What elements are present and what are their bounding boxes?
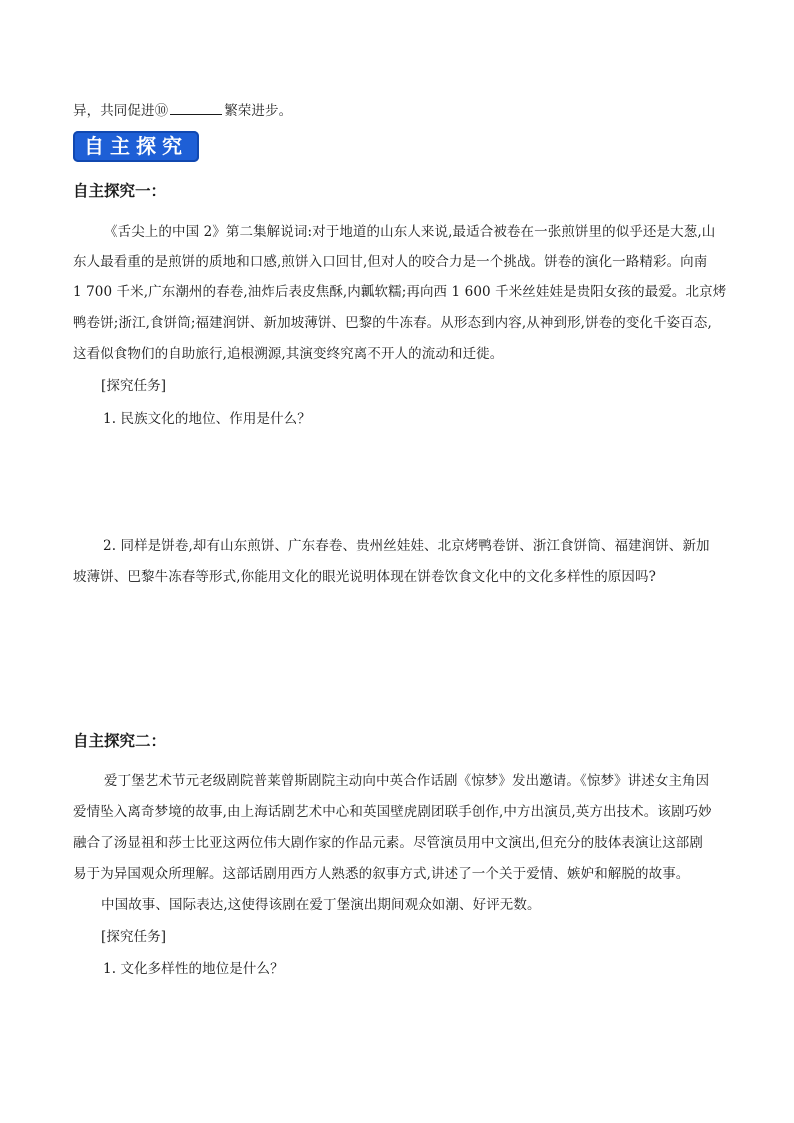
section2-task-label: [探究任务] — [101, 929, 167, 945]
carryover-line — [73, 101, 292, 121]
fill-in-blank — [170, 102, 222, 115]
section1-task-label: [探究任务] — [101, 378, 167, 394]
section1-heading: 自主探究一： — [73, 182, 167, 200]
section-badge: 自主探究 — [73, 131, 199, 162]
section2-paragraph-line: 中国故事、国际表达,这使得该剧在爱丁堡演出期间观众如潮、好评无数。 — [101, 897, 541, 913]
section1-paragraph-line: 这看似食物们的自助旅行,追根溯源,其演变终究离不开人的流动和迁徙。 — [73, 346, 504, 362]
section1-paragraph-line: 《舌尖上的中国 2》第二集解说词:对于地道的山东人来说,最适合被卷在一张煎饼里的似乎还是大葱,山 — [104, 224, 716, 240]
carryover-suffix: 繁荣进步。 — [224, 103, 293, 119]
section2-paragraph-line: 爱丁堡艺术节元老级剧院普莱曾斯剧院主动向中英合作话剧《惊梦》发出邀请。《惊梦》讲述女主角因 — [104, 773, 710, 789]
section1-question-1: 1. 民族文化的地位、作用是什么？ — [103, 411, 311, 427]
section1-question-2-line: 坡薄饼、巴黎牛冻春等形式,你能用文化的眼光说明体现在饼卷饮食文化中的文化多样性的原因吗? — [73, 569, 656, 585]
section1-paragraph-line: 鸭卷饼;浙江,食饼筒;福建润饼、新加坡薄饼、巴黎的牛冻春。从形态到内容,从神到形,饼卷的变化千姿百态, — [73, 315, 712, 331]
section2-paragraph-line: 融合了汤显祖和莎士比亚这两位伟大剧作家的作品元素。尽管演员用中文演出,但充分的肢体表演让这部剧 — [73, 835, 703, 851]
section2-heading: 自主探究二： — [73, 732, 167, 750]
section2-paragraph-line: 易于为异国观众所理解。这部话剧用西方人熟悉的叙事方式,讲述了一个关于爱情、嫉妒和解脱的故事。 — [73, 866, 690, 882]
section1-paragraph-line: 东人最看重的是煎饼的质地和口感,煎饼入口回甘,但对人的咬合力是一个挑战。饼卷的演化一路精彩。向南 — [73, 254, 708, 270]
section1-question-2-line: 2. 同样是饼卷,却有山东煎饼、广东春卷、贵州丝娃娃、北京烤鸭卷饼、浙江食饼筒、福建润饼、新加 — [103, 538, 710, 554]
section2-question-1: 1. 文化多样性的地位是什么？ — [103, 961, 284, 977]
section1-paragraph-line: 1 700 千米,广东潮州的春卷,油炸后表皮焦酥,内瓤软糯;再向西 1 600 千米丝娃娃是贵阳女孩的最爱。北京烤 — [73, 284, 727, 300]
carryover-prefix: 异，共同促进⑩ — [73, 103, 169, 119]
section2-paragraph-line: 爱情坠入离奇梦境的故事,由上海话剧艺术中心和英国壁虎剧团联手创作,中方出演员,英方出技术。该剧巧妙 — [73, 804, 712, 820]
